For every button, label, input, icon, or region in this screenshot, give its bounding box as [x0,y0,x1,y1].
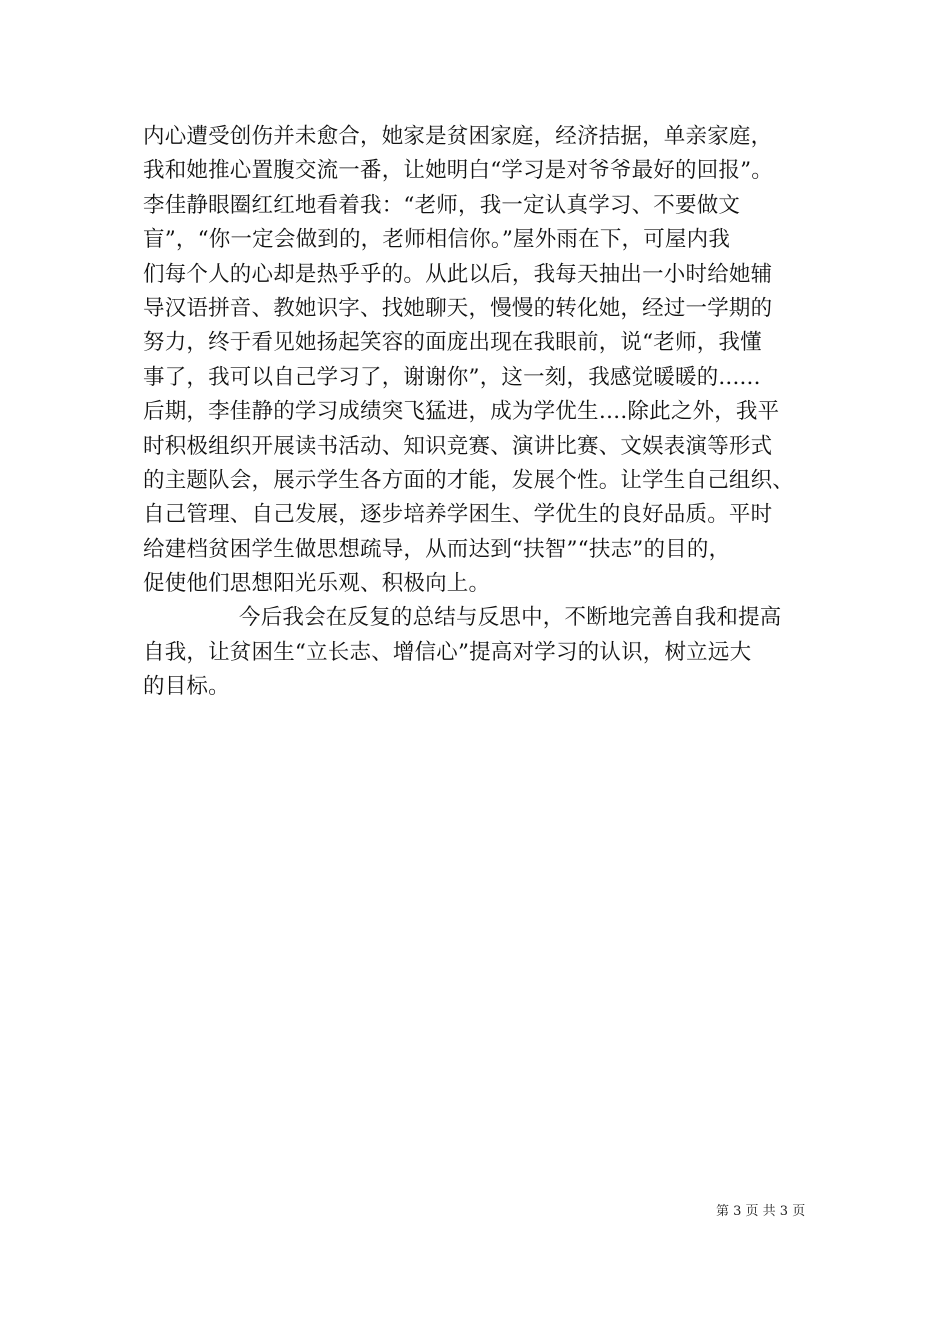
body-text [143,120,833,705]
text-line: 时积极组织开展读书活动、知识竞赛、演讲比赛、文娱表演等形式 [143,433,773,459]
text-line: 给建档贫困学生做思想疏导，从而达到“扶智”“扶志”的目的， [143,536,731,562]
page-number-footer: 第 3 页 共 3 页 [716,1204,806,1219]
text-line: 内心遭受创伤并未愈合，她家是贫困家庭，经济拮据，单亲家庭， [143,124,773,149]
text-line: 促使他们思想阳光乐观、积极向上。 [143,571,491,597]
text-line: 的主题队会，展示学生各方面的才能，发展个性。让学生自己组织、 [143,467,795,493]
paragraph-first-line: 今后我会在反复的总结与反思中，不断地完善自我和提高 [239,605,782,631]
text-line: 的目标。 [143,674,230,700]
text-line: 盲”，“你一定会做到的，老师相信你。”屋外雨在下，可屋内我 [143,227,731,253]
text-line: 后期，李佳静的学习成绩突飞猛进，成为学优生….除此之外，我平 [143,399,780,425]
text-line: 自己管理、自己发展，逐步培养学困生、学优生的良好品质。平时 [143,502,773,528]
text-line: 们每个人的心却是热乎乎的。从此以后，我每天抽出一小时给她辅 [143,261,773,287]
text-line: 李佳静眼圈红红地看着我：“老师，我一定认真学习、不要做文 [143,192,741,218]
text-line: 努力，终于看见她扬起笑容的面庞出现在我眼前，说“老师，我懂 [143,330,762,356]
text-line: 事了，我可以自己学习了，谢谢你”，这一刻，我感觉暖暖的...... [143,364,761,390]
text-line: 我和她推心置腹交流一番，让她明白“学习是对爷爷最好的回报”。 [143,158,773,184]
text-line: 导汉语拼音、教她识字、找她聊天，慢慢的转化她，经过一学期的 [143,295,773,321]
text-line: 自我，让贫困生“立长志、增信心”提高对学习的认识，树立远大 [143,639,752,665]
